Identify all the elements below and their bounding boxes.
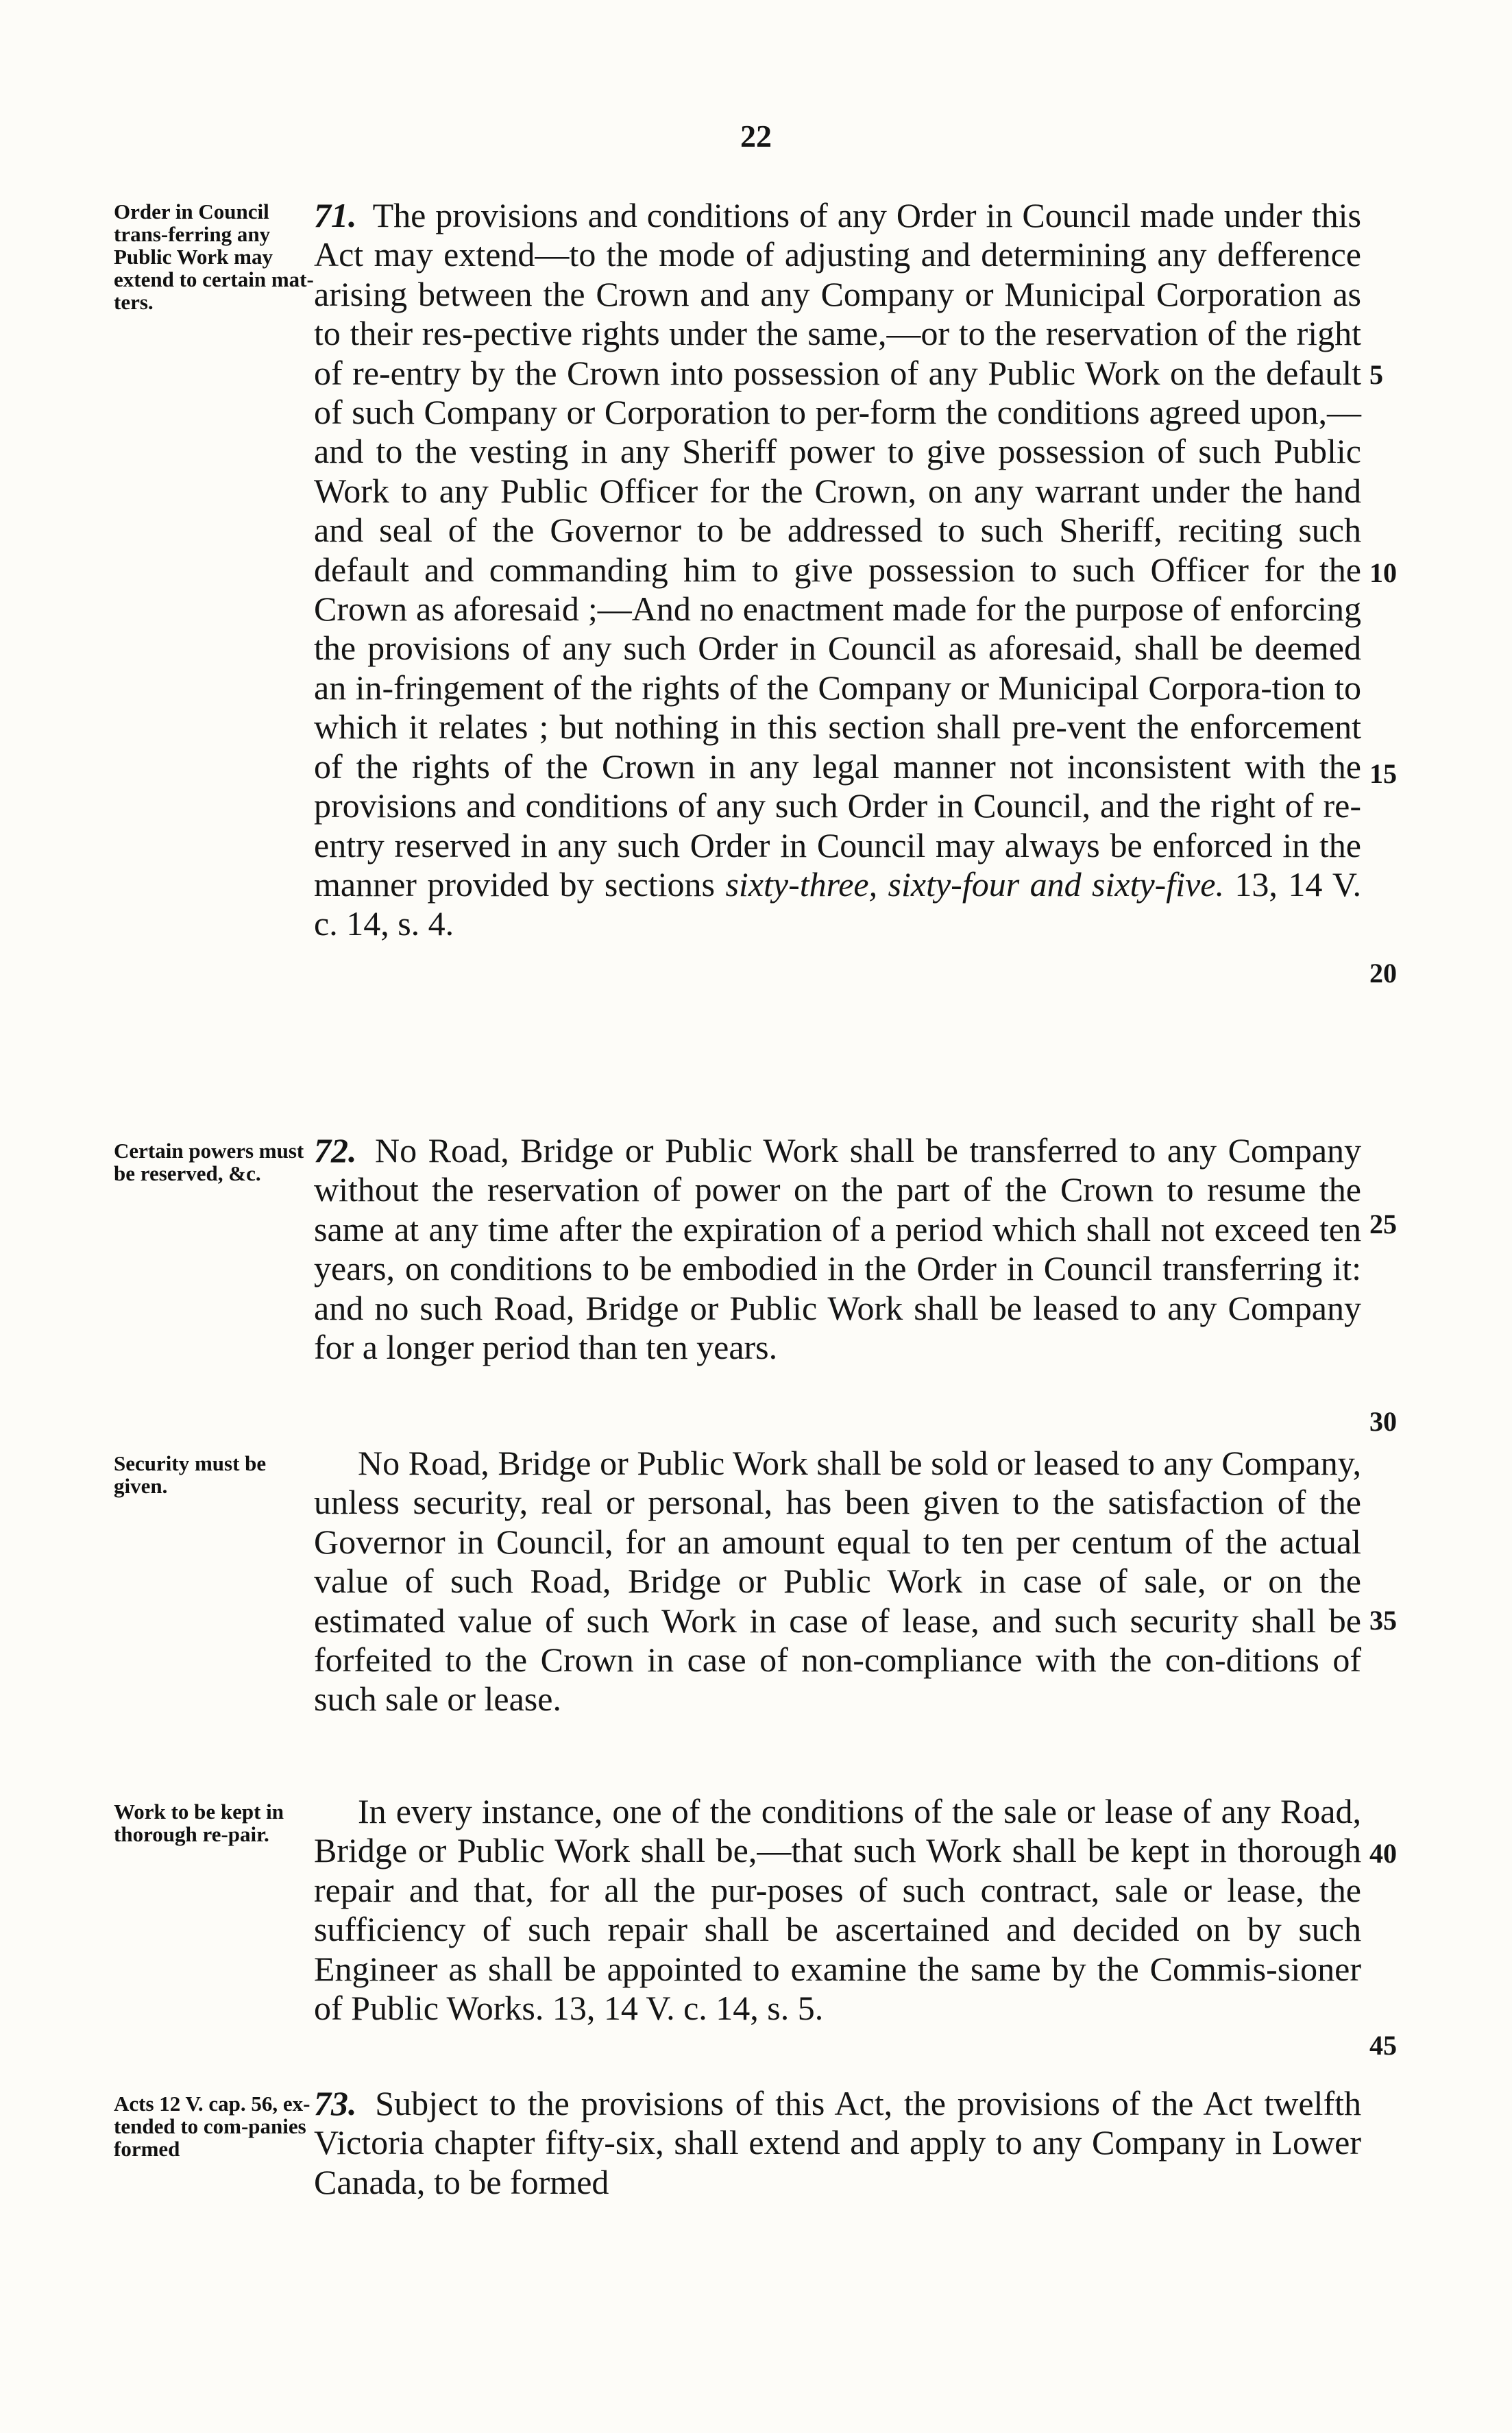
section-body — [314, 1444, 1361, 1719]
line-number: 15 — [1369, 758, 1397, 789]
margin-note: Security must be given. — [114, 1451, 267, 1498]
section-body — [314, 196, 1361, 944]
line-number: 45 — [1369, 2030, 1397, 2061]
section-body — [314, 1131, 1361, 1367]
section-number: 71. — [314, 196, 357, 234]
margin-note: Acts 12 V. cap. 56, ex-tended to com-panies formed — [114, 2092, 310, 2161]
line-number: 5 — [1369, 359, 1383, 390]
section-text-italic: sixty-three, sixty-four and sixty-five. — [725, 864, 1224, 904]
line-number: 40 — [1369, 1838, 1397, 1869]
line-number: 20 — [1369, 958, 1397, 989]
section-number: 72. — [314, 1131, 357, 1170]
section-body — [314, 1792, 1361, 2028]
margin-note: Work to be kept in thorough re-pair. — [114, 1800, 284, 1846]
line-number: 30 — [1369, 1406, 1397, 1437]
line-number: 25 — [1369, 1209, 1397, 1239]
line-number: 10 — [1369, 557, 1397, 588]
page-number: 22 — [740, 119, 772, 154]
margin-note: Order in Council trans-ferring any Public Work may extend to certain mat-ters. — [114, 199, 314, 314]
section-text: Subject to the provisions of this Act, the provisions of the Act twelfth Victoria chapter fifty-six, shall extend and apply to any Company in Lower Canada, to be formed — [314, 2084, 1361, 2201]
section-text: In every instance, one of the conditions of the sale or lease of any Road, Bridge or Public Work shall be,—that such Work shall be kept in thorough repair and that, for all the pur-poses of such contract, sale or lease, the sufficiency of such repair shall be ascertained and decided on by such Engineer as shall be appointed to examine the same by the Commis-sioner of Public Works. — [314, 1792, 1361, 2028]
section-text: No Road, Bridge or Public Work shall be sold or leased to any Company, unless security, real or personal, has been given to the satisfaction of the Governor in Council, for an amount equal to ten per centum of the actual value of such Road, Bridge or Public Work in case of sale, or on the estimated value of such Work in case of lease, and such security shall be forfeited to the Crown in case of non-compliance with the con-ditions of such sale or lease. — [314, 1444, 1361, 1719]
section-number: 73. — [314, 2084, 357, 2122]
margin-note: Certain powers must be reserved, &c. — [114, 1139, 304, 1185]
section-citation: 13, 14 V. c. 14, s. 4. — [314, 864, 1362, 943]
section-text: The provisions and conditions of any Order in Council made under this Act may extend—to the mode of adjusting and determining any defference arising between the Crown and any Company or Municipal Corporation as to their res-pective rights under the same,—or to the reservation of the right of re-entry by the Crown into possession of any Public Work on the default of such Company or Corporation to per-form the conditions agreed upon,—and to the vesting in any Sheriff power to give possession of such Public Work to any Public Officer for the Crown, on any warrant under the hand and seal of the Governor to be addressed to such Sheriff, reciting such default and commanding him to give possession to such Officer for the Crown as aforesaid ;—And no enactment made for the purpose of enforcing the provisions of any such Order in Council as aforesaid, shall be deemed an in-fringement of the rights of the Company or Municipal Corpora-tion to which it relates ; but nothing in this section shall pre-vent the enforcement of the rights of the Crown in any legal manner not inconsistent with the provisions and conditions of any such Order in Council, and the right of re-entry reserved in any such Order in Council may always be enforced in the manner provided by sections — [314, 196, 1361, 904]
section-citation: 13, 14 V. c. 14, s. 5. — [552, 1989, 824, 2028]
section-text: No Road, Bridge or Public Work shall be transferred to any Company without the reservation of power on the part of the Crown to resume the same at any time after the expiration of a period which shall not exceed ten years, on conditions to be embodied in the Order in Council transferring it: and no such Road, Bridge or Public Work shall be leased to any Company for a longer period than ten years. — [314, 1131, 1362, 1367]
section-body — [314, 2084, 1361, 2202]
line-number: 35 — [1369, 1605, 1397, 1636]
